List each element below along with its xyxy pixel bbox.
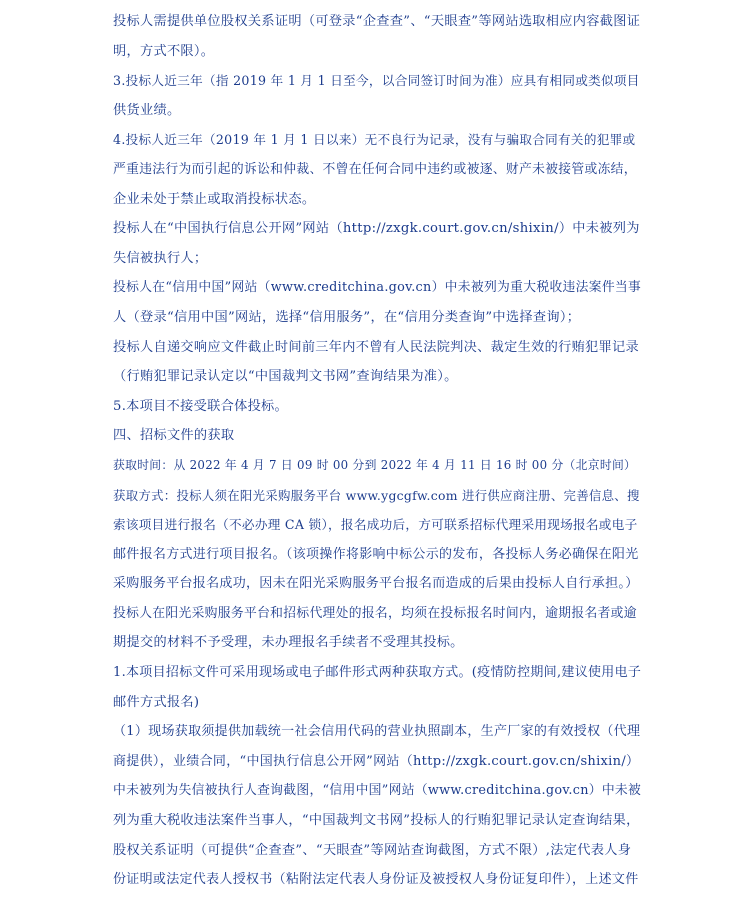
text-line: 失信被执行人； xyxy=(113,250,208,266)
text-line: 4.投标人近三年（2019 年 1 月 1 日以来）无不良行为记录，没有与骗取合同有关的犯罪或 xyxy=(113,132,636,148)
text-line: 索该项目进行报名（不必办理 CA 锁），报名成功后，方可联系招标代理采用现场报名或电子 xyxy=(113,517,638,533)
text-line: 期提交的材料不予受理，未办理报名手续者不受理其投标。 xyxy=(113,635,464,651)
text-line: 投标人在“中国执行信息公开网”网站（http://zxgk.court.gov.cn/shixin/）中未被列为 xyxy=(113,221,640,237)
text-line: 投标人需提供单位股权关系证明（可登录“企查查”、“天眼查”等网站选取相应内容截图证 xyxy=(113,14,641,29)
text-line: 投标人在阳光采购服务平台和招标代理处的报名，均须在投标报名时间内，逾期报名者或逾 xyxy=(113,605,637,621)
document-page xyxy=(113,0,643,895)
text-line: （1）现场获取须提供加载统一社会信用代码的营业执照副本，生产厂家的有效授权（代理 xyxy=(113,724,641,740)
text-line: 获取方式：投标人须在阳光采购服务平台 www.ygcgfw.com 进行供应商注册、完善信息、搜 xyxy=(113,487,640,503)
text-line: 人（登录“信用中国”网站，选择“信用服务”，在“信用分类查询”中选择查询）； xyxy=(113,309,581,325)
text-line: 邮件方式报名) xyxy=(113,694,200,710)
text-line: 列为重大税收违法案件当事人，“中国裁判文书网”投标人的行贿犯罪记录认定查询结果， xyxy=(113,813,640,829)
text-line: 商提供），业绩合同，“中国执行信息公开网”网站（http://zxgk.court.gov.cn/shixin/） xyxy=(113,753,640,769)
text-line: 股权关系证明（可提供“企查查”、“天眼查”等网站查询截图，方式不限）,法定代表人身 xyxy=(113,842,632,858)
text-line: 5.本项目不接受联合体投标。 xyxy=(113,398,289,414)
text-line: （行贿犯罪记录认定以“中国裁判文书网”查询结果为准）。 xyxy=(113,369,458,385)
text-line: 明，方式不限）。 xyxy=(113,43,215,59)
text-line: 投标人自递交响应文件截止时间前三年内不曾有人民法院判决、裁定生效的行贿犯罪记录 xyxy=(113,339,640,355)
text-line: 严重违法行为而引起的诉讼和仲裁、不曾在任何合同中违约或被逐、财产未被接管或冻结， xyxy=(113,161,637,177)
text-line: 3.投标人近三年（指 2019 年 1 月 1 日至今，以合同签订时间为准）应具有相同或类似项目 xyxy=(113,73,640,89)
text-line: 供货业绩。 xyxy=(113,102,181,118)
text-line: 中未被列为失信被执行人查询截图，“信用中国”网站（www.creditchina.gov.cn）中未被 xyxy=(113,783,642,799)
text-line: 企业未处于禁止或取消投标状态。 xyxy=(113,191,316,207)
text-line: 邮件报名方式进行项目报名。（该项操作将影响中标公示的发布，各投标人务必确保在阳光 xyxy=(113,546,639,562)
text-line: 份证明或法定代表人授权书（粘附法定代表人身份证及被授权人身份证复印件），上述文件 xyxy=(113,872,639,888)
text-line: 投标人在“信用中国”网站（www.creditchina.gov.cn）中未被列为重大税收违法案件当事 xyxy=(113,280,642,296)
text-line: 获取时间：从 2022 年 4 月 7 日 09 时 00 分到 2022 年 4 月 11 日 16 时 00 分（北京时间） xyxy=(113,457,637,472)
text-line: 1.本项目招标文件可采用现场或电子邮件形式两种获取方式。(疫情防控期间,建议使用电子 xyxy=(113,665,642,681)
text-line: 采购服务平台报名成功，因未在阳光采购服务平台报名而造成的后果由投标人自行承担。） xyxy=(113,576,639,592)
section-heading: 四、招标文件的获取 xyxy=(113,428,235,444)
